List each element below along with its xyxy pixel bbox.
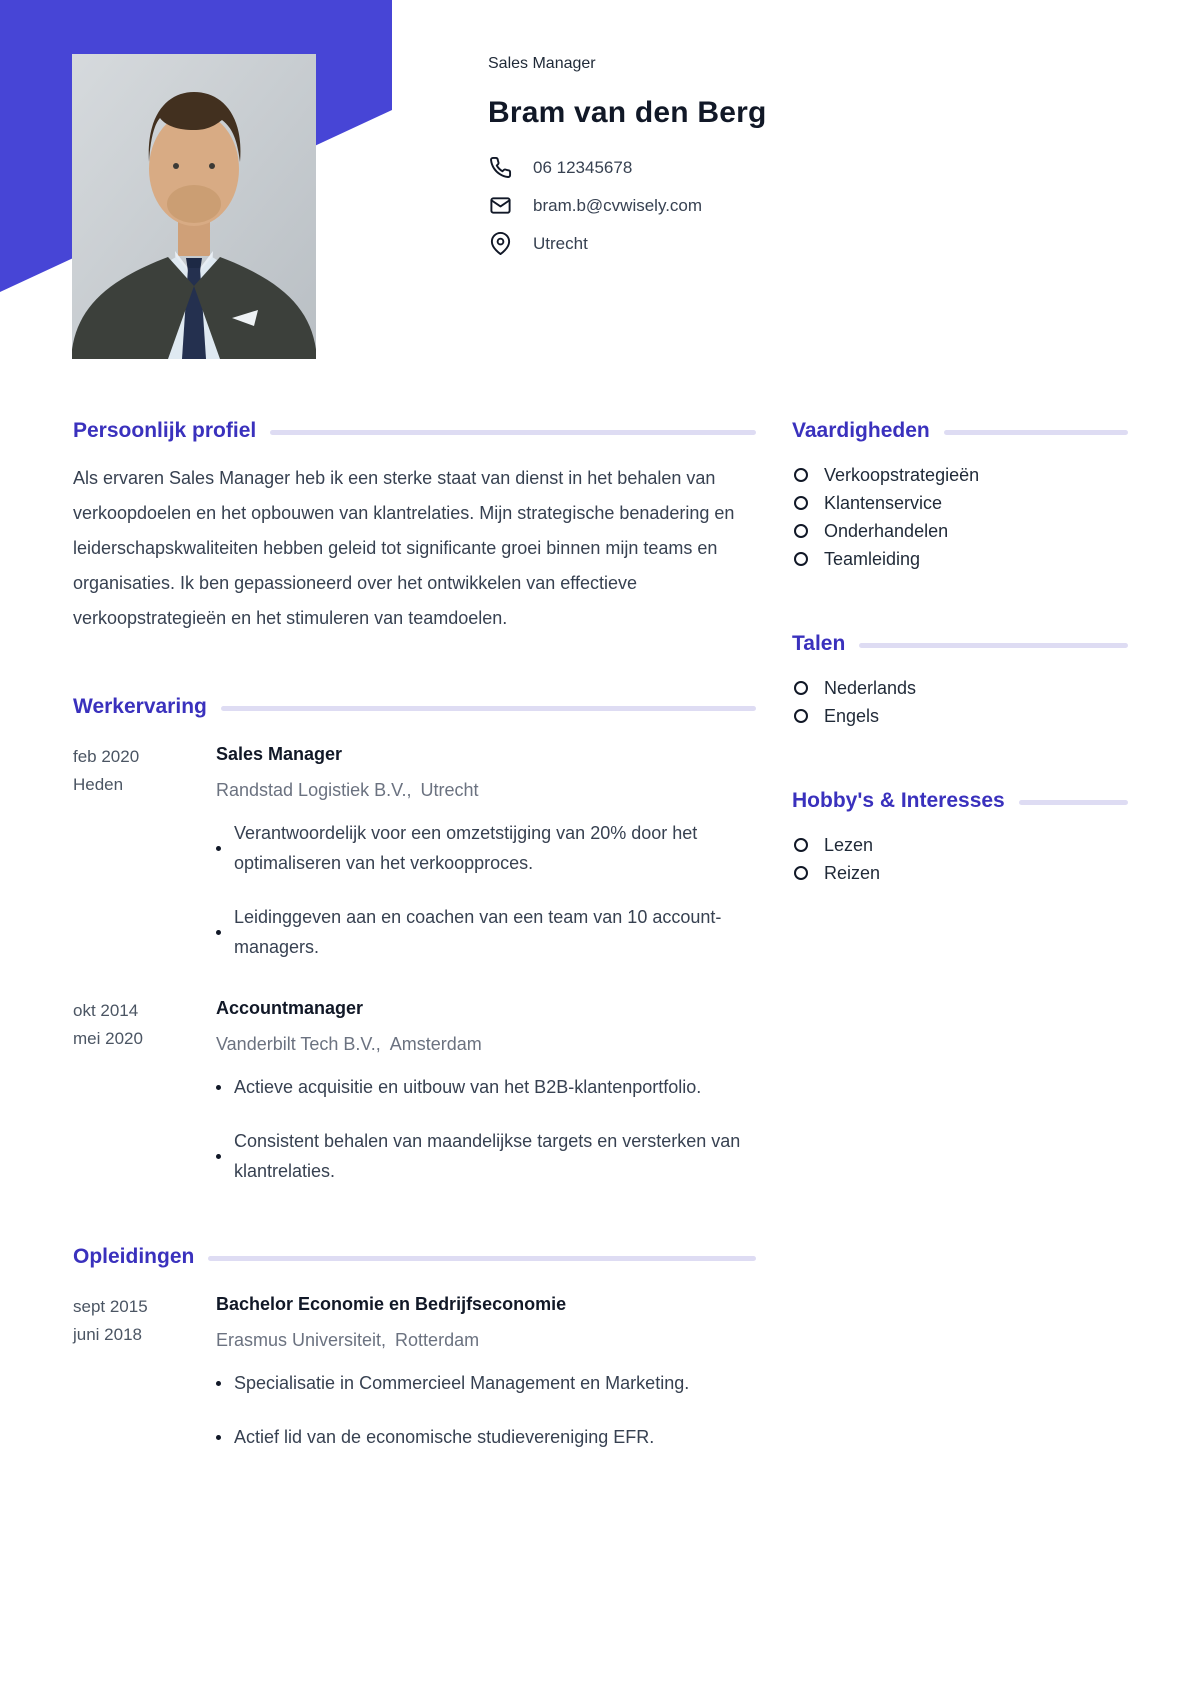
hobby-label: Lezen	[824, 834, 874, 855]
section-hobbies	[792, 788, 1128, 887]
skill-label: Verkoopstrategieën	[824, 464, 980, 485]
divider-line	[859, 643, 1128, 648]
entry-degree: Bachelor Economie en Bedrijfseconomie	[216, 1294, 567, 1314]
section-title-languages: Talen	[792, 632, 846, 655]
language-label: Nederlands	[824, 677, 917, 698]
language-item	[794, 702, 1128, 730]
skill-item	[794, 517, 1128, 545]
divider-line	[1019, 800, 1128, 805]
contact-list	[488, 155, 1148, 256]
entry-bullet-list	[216, 818, 756, 962]
header-job-title: Sales Manager	[488, 55, 596, 72]
entry-school-name: Erasmus Universiteit,	[216, 1330, 387, 1350]
skill-item	[794, 461, 1128, 489]
bullet-dot	[216, 1381, 221, 1386]
bullet-item	[216, 1072, 756, 1102]
portrait-illustration	[72, 54, 316, 359]
section-title-profile: Persoonlijk profiel	[73, 419, 257, 442]
header	[488, 54, 1148, 256]
section-title-hobbies: Hobby's & Interesses	[792, 789, 1005, 812]
bullet-text: Specialisatie in Commercieel Management en Marketing.	[234, 1373, 690, 1393]
contact-phone	[488, 155, 1148, 180]
bullet-text: Consistent behalen van maandelijkse targets en versterken van klantrelaties.	[234, 1131, 741, 1181]
circle-bullet-icon	[794, 496, 808, 510]
section-experience	[73, 694, 756, 1186]
section-languages	[792, 631, 1128, 730]
bullet-dot	[216, 1085, 221, 1090]
skill-label: Klantenservice	[824, 492, 943, 513]
section-header-profile	[73, 418, 756, 444]
circle-bullet-icon	[794, 838, 808, 852]
entry-date-from: okt 2014	[73, 1001, 139, 1020]
section-header-education	[73, 1244, 756, 1270]
divider-line	[270, 430, 756, 435]
experience-entry	[73, 996, 756, 1186]
bullet-text: Actief lid van de economische studievereniging EFR.	[234, 1427, 655, 1447]
entry-city: Utrecht	[420, 780, 479, 800]
hobby-item	[794, 831, 1128, 859]
entry-role: Sales Manager	[216, 744, 343, 764]
bullet-text: Actieve acquisitie en uitbouw van het B2B-klantenportfolio.	[234, 1077, 702, 1097]
bullet-dot	[216, 1154, 221, 1159]
bullet-item	[216, 902, 756, 962]
entry-date-from: feb 2020	[73, 747, 140, 766]
entry-company	[216, 778, 756, 802]
bullet-text: Verantwoordelijk voor een omzetstijging van 20% door het optimaliseren van het verkoopproces.	[234, 823, 698, 873]
left-column	[73, 418, 756, 1452]
entry-role: Accountmanager	[216, 998, 364, 1018]
language-list	[792, 674, 1128, 730]
circle-bullet-icon	[794, 681, 808, 695]
section-title-skills: Vaardigheden	[792, 419, 930, 442]
circle-bullet-icon	[794, 866, 808, 880]
entry-company-name: Vanderbilt Tech B.V.,	[216, 1034, 381, 1054]
section-header-languages	[792, 631, 1128, 657]
entry-company-name: Randstad Logistiek B.V.,	[216, 780, 412, 800]
experience-entry	[73, 742, 756, 962]
section-title-education: Opleidingen	[73, 1245, 195, 1268]
mail-icon	[488, 194, 512, 217]
contact-email	[488, 193, 1148, 218]
skill-label: Onderhandelen	[824, 520, 949, 541]
skill-label: Teamleiding	[824, 548, 921, 569]
entry-date-to: juni 2018	[73, 1325, 143, 1344]
entry-dates	[73, 996, 216, 1186]
bullet-dot	[216, 846, 221, 851]
contact-location	[488, 231, 1148, 256]
location-pin-icon	[488, 232, 512, 255]
bullet-text: Leidinggeven aan en coachen van een team van 10 account-managers.	[234, 907, 722, 957]
phone-icon	[488, 156, 512, 179]
entry-date-from: sept 2015	[73, 1297, 148, 1316]
bullet-item	[216, 1422, 756, 1452]
cv-body	[73, 418, 1128, 1452]
candidate-name: Bram van den Berg	[488, 96, 767, 129]
entry-school	[216, 1328, 756, 1352]
bullet-item	[216, 1368, 756, 1398]
entry-city: Amsterdam	[389, 1034, 482, 1054]
entry-body	[216, 996, 756, 1186]
entry-company	[216, 1032, 756, 1056]
education-entry	[73, 1292, 756, 1452]
bullet-item	[216, 1126, 756, 1186]
skill-item	[794, 489, 1128, 517]
entry-city: Rotterdam	[395, 1330, 480, 1350]
bullet-dot	[216, 930, 221, 935]
bullet-dot	[216, 1435, 221, 1440]
circle-bullet-icon	[794, 468, 808, 482]
profile-text: Als ervaren Sales Manager heb ik een sterke staat van dienst in het behalen van verkoopdoelen en het opbouwen van klantrelaties. Mijn strategische benadering en leiderschapskwaliteiten hebben geleid tot significante groei binnen mijn teams en organisaties. Ik ben gepassioneerd over het ontwikkelen van effectieve verkoopstrategieën en het stimuleren van teamdoelen.	[73, 468, 735, 628]
divider-line	[944, 430, 1128, 435]
hobby-label: Reizen	[824, 862, 881, 883]
circle-bullet-icon	[794, 709, 808, 723]
entry-date-to: mei 2020	[73, 1029, 143, 1048]
circle-bullet-icon	[794, 524, 808, 538]
entry-date-to: Heden	[73, 775, 124, 794]
entry-bullet-list	[216, 1368, 756, 1452]
language-label: Engels	[824, 705, 880, 726]
profile-photo	[72, 54, 316, 359]
skill-item	[794, 545, 1128, 573]
section-header-hobbies	[792, 788, 1128, 814]
entry-body	[216, 742, 756, 962]
section-education	[73, 1244, 756, 1452]
section-title-experience: Werkervaring	[73, 695, 207, 718]
hobby-list	[792, 831, 1128, 887]
section-profile	[73, 418, 756, 636]
bullet-item	[216, 818, 756, 878]
section-header-experience	[73, 694, 756, 720]
section-header-skills	[792, 418, 1128, 444]
circle-bullet-icon	[794, 552, 808, 566]
entry-dates	[73, 1292, 216, 1452]
skill-list	[792, 461, 1128, 573]
contact-email-value: bram.b@cvwisely.com	[533, 195, 703, 215]
contact-location-value: Utrecht	[533, 233, 588, 253]
entry-dates	[73, 742, 216, 962]
section-skills	[792, 418, 1128, 573]
contact-phone-value: 06 12345678	[533, 157, 633, 177]
divider-line	[208, 1256, 756, 1261]
right-column	[792, 418, 1128, 1452]
entry-body	[216, 1292, 756, 1452]
hobby-item	[794, 859, 1128, 887]
entry-bullet-list	[216, 1072, 756, 1186]
language-item	[794, 674, 1128, 702]
divider-line	[221, 706, 756, 711]
